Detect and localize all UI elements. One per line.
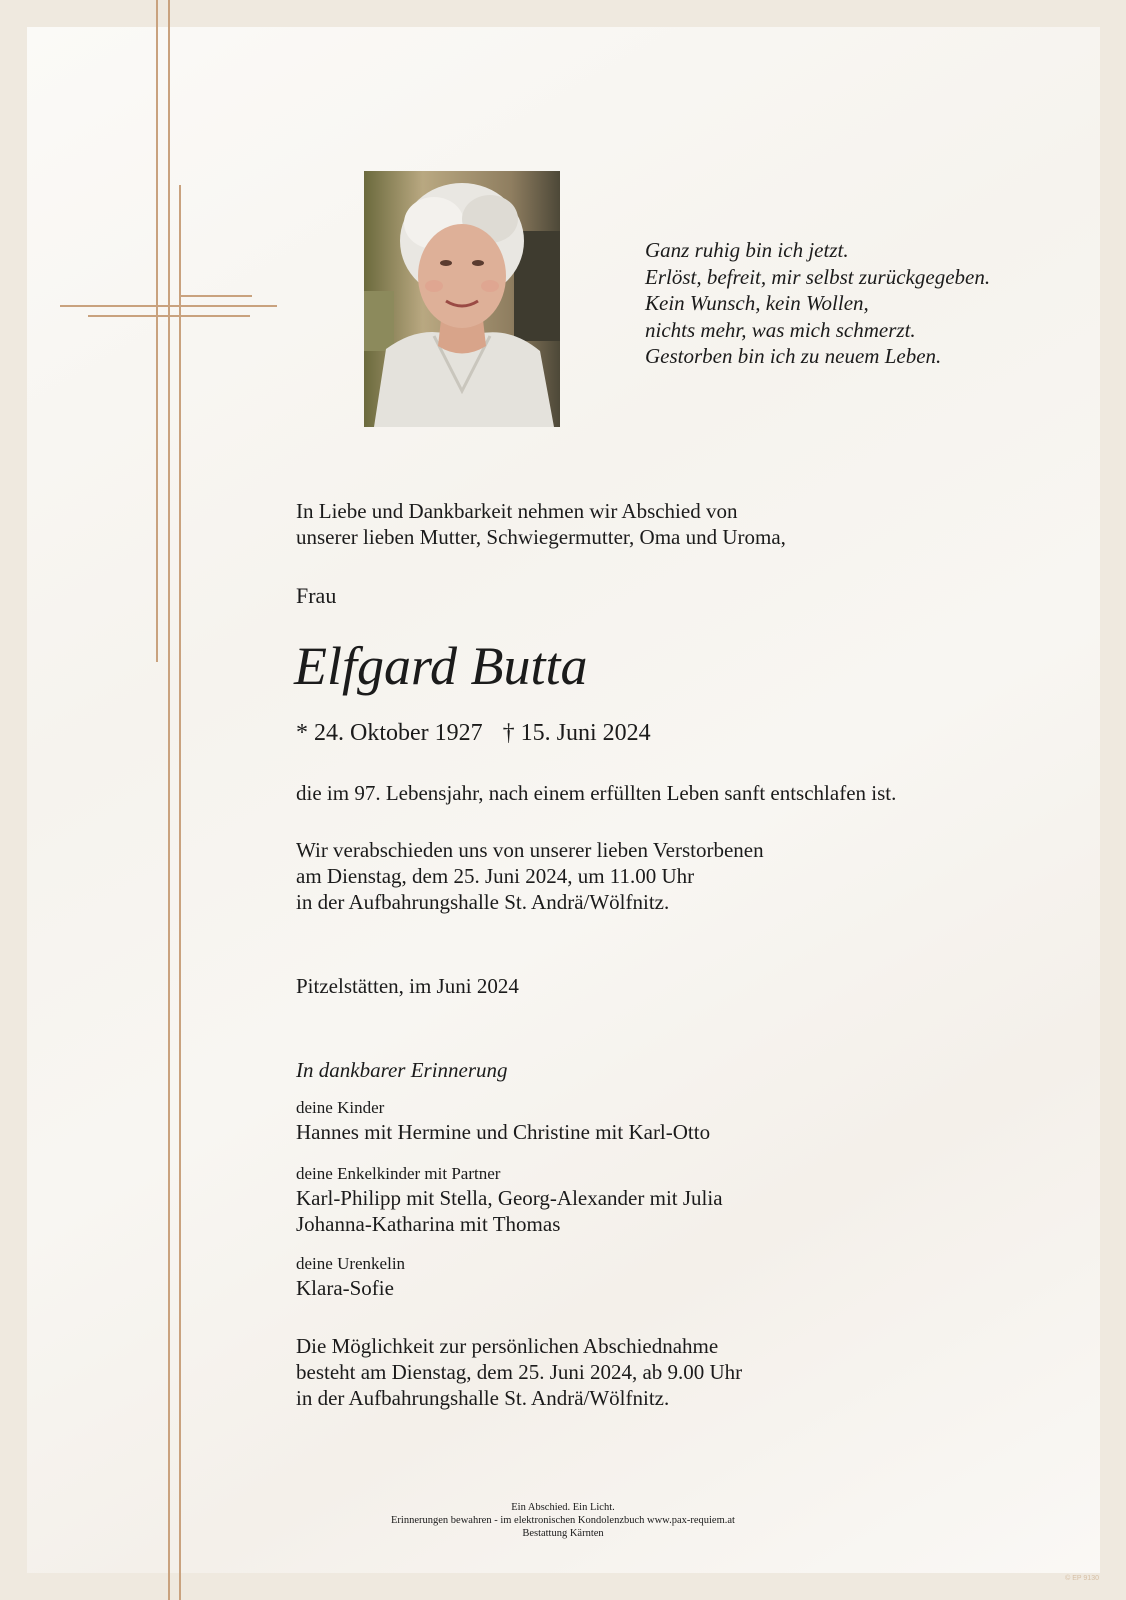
farewell-text — [296, 837, 764, 915]
cross-vertical-2 — [168, 0, 170, 1600]
greatgrandchild-label: deine Urenkelin — [296, 1254, 406, 1273]
memory-heading: In dankbarer Erinnerung — [296, 1058, 508, 1082]
poem-line: Kein Wunsch, kein Wollen, — [645, 291, 869, 315]
greatgrandchild-name: Klara-Sofie — [296, 1276, 394, 1300]
template-code: © EP 9130 — [1065, 1575, 1099, 1582]
footer — [340, 1501, 786, 1540]
birth-date: * 24. Oktober 1927 — [296, 720, 483, 746]
death-date: † 15. Juni 2024 — [502, 720, 651, 746]
footer-line-1: Ein Abschied. Ein Licht. — [511, 1502, 615, 1513]
footer-line-2: Erinnerungen bewahren - im elektronischen Kondolenzbuch www.pax-requiem.at — [391, 1515, 735, 1526]
cross-vertical-1 — [156, 0, 158, 662]
cross-horizontal-1 — [60, 305, 277, 307]
children-label: deine Kinder — [296, 1098, 385, 1117]
cross-horizontal-3 — [180, 295, 252, 297]
viewing-line-2: besteht am Dienstag, dem 25. Juni 2024, ab 9.00 Uhr — [296, 1360, 743, 1384]
viewing-line-1: Die Möglichkeit zur persönlichen Abschiednahme — [296, 1334, 719, 1358]
poem-line: Ganz ruhig bin ich jetzt. — [645, 238, 849, 262]
cross-vertical-3 — [179, 185, 181, 1600]
intro-line-2: unserer lieben Mutter, Schwiegermutter, Oma und Uroma, — [296, 525, 786, 549]
viewing-line-3: in der Aufbahrungshalle St. Andrä/Wölfnitz. — [296, 1386, 670, 1410]
passing-text: die im 97. Lebensjahr, nach einem erfüllten Leben sanft entschlafen ist. — [296, 781, 897, 805]
farewell-line-2: am Dienstag, dem 25. Juni 2024, um 11.00 Uhr — [296, 864, 695, 888]
children-names: Hannes mit Hermine und Christine mit Karl-Otto — [296, 1120, 711, 1144]
intro-line-1: In Liebe und Dankbarkeit nehmen wir Abschied von — [296, 499, 738, 523]
salutation: Frau — [296, 583, 337, 608]
poem-line: nichts mehr, was mich schmerzt. — [645, 317, 916, 342]
cross-horizontal-2 — [88, 315, 250, 317]
grandchildren-label: deine Enkelkinder mit Partner — [296, 1164, 501, 1183]
poem — [645, 237, 990, 370]
farewell-line-3: in der Aufbahrungshalle St. Andrä/Wölfnitz. — [296, 890, 670, 914]
intro-text — [296, 498, 786, 550]
family-greatgrandchild — [296, 1253, 405, 1301]
footer-line-3: Bestattung Kärnten — [522, 1528, 604, 1539]
grandchildren-names-2: Johanna-Katharina mit Thomas — [296, 1212, 561, 1236]
deceased-name: Elfgard Butta — [294, 636, 588, 696]
poem-line: Gestorben bin ich zu neuem Leben. — [645, 344, 942, 368]
viewing-text — [296, 1333, 742, 1411]
family-children — [296, 1097, 710, 1145]
grandchildren-names-1: Karl-Philipp mit Stella, Georg-Alexander mit Julia — [296, 1186, 723, 1210]
portrait-photo — [364, 171, 560, 427]
life-dates — [296, 718, 651, 748]
place-date: Pitzelstätten, im Juni 2024 — [296, 974, 519, 998]
poem-line: Erlöst, befreit, mir selbst zurückgegeben. — [645, 264, 991, 289]
family-grandchildren — [296, 1163, 723, 1237]
farewell-line-1: Wir verabschieden uns von unserer lieben Verstorbenen — [296, 838, 764, 862]
